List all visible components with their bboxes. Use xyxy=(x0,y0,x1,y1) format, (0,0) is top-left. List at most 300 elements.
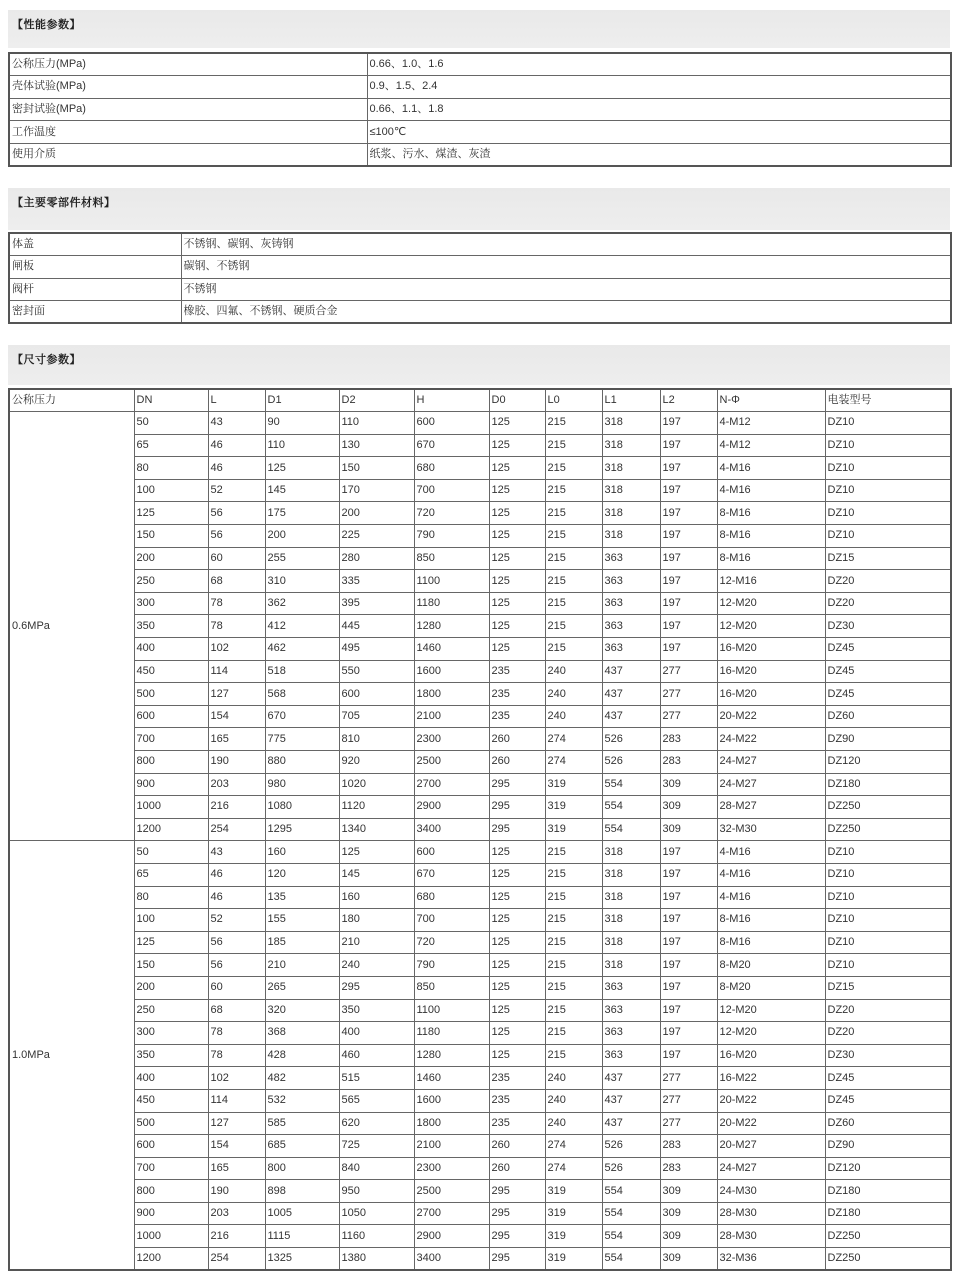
table-cell: 362 xyxy=(265,592,339,615)
table-cell: 2500 xyxy=(414,751,489,774)
table-cell: 318 xyxy=(602,502,660,525)
table-cell: 125 xyxy=(134,931,208,954)
table-row xyxy=(9,863,951,886)
table-cell: 260 xyxy=(489,1157,545,1180)
table-cell: 160 xyxy=(265,841,339,864)
table-cell: 190 xyxy=(208,1180,265,1203)
table-cell: 2300 xyxy=(414,728,489,751)
column-header: 公称压力 xyxy=(9,389,134,412)
table-cell: 670 xyxy=(414,434,489,457)
table-cell: 215 xyxy=(545,434,602,457)
table-cell: 1080 xyxy=(265,796,339,819)
table-cell: 114 xyxy=(208,1089,265,1112)
table-cell: 680 xyxy=(414,886,489,909)
table-cell: 412 xyxy=(265,615,339,638)
table-cell: 24-M27 xyxy=(717,1157,825,1180)
table-cell: 190 xyxy=(208,751,265,774)
table-cell: DZ20 xyxy=(825,999,951,1022)
table-cell: 216 xyxy=(208,796,265,819)
table-cell: 240 xyxy=(545,1112,602,1135)
table-cell: 120 xyxy=(265,863,339,886)
table-cell: 125 xyxy=(134,502,208,525)
table-cell: 565 xyxy=(339,1089,414,1112)
table-cell: 240 xyxy=(545,660,602,683)
table-cell: DZ180 xyxy=(825,1202,951,1225)
table-cell: 350 xyxy=(339,999,414,1022)
table-row xyxy=(9,434,951,457)
table-cell: 197 xyxy=(660,502,717,525)
table-cell: 175 xyxy=(265,502,339,525)
performance-row xyxy=(9,121,951,144)
table-cell: 775 xyxy=(265,728,339,751)
table-cell: 277 xyxy=(660,683,717,706)
table-cell: 277 xyxy=(660,1112,717,1135)
table-cell: 450 xyxy=(134,1089,208,1112)
table-cell: 363 xyxy=(602,976,660,999)
table-cell: 125 xyxy=(489,1044,545,1067)
table-cell: 1000 xyxy=(134,796,208,819)
table-cell: 102 xyxy=(208,638,265,661)
table-cell: 125 xyxy=(489,931,545,954)
table-cell: 554 xyxy=(602,818,660,841)
materials-value: 不锈钢、碳钢、灰铸钢 xyxy=(181,233,951,256)
table-cell: 43 xyxy=(208,412,265,435)
table-cell: 515 xyxy=(339,1067,414,1090)
table-cell: 28-M30 xyxy=(717,1225,825,1248)
table-cell: 130 xyxy=(339,434,414,457)
dimensions-table xyxy=(8,388,952,1271)
performance-label: 壳体试验(MPa) xyxy=(9,76,367,99)
pressure-group-label: 1.0MPa xyxy=(9,841,134,1270)
table-cell: 24-M27 xyxy=(717,773,825,796)
table-cell: 295 xyxy=(489,1248,545,1271)
table-cell: 197 xyxy=(660,434,717,457)
table-cell: 215 xyxy=(545,502,602,525)
table-cell: 50 xyxy=(134,412,208,435)
table-cell: DZ15 xyxy=(825,547,951,570)
table-cell: 309 xyxy=(660,796,717,819)
column-header: D1 xyxy=(265,389,339,412)
table-cell: 265 xyxy=(265,976,339,999)
table-cell: 125 xyxy=(489,976,545,999)
table-cell: 620 xyxy=(339,1112,414,1135)
table-cell: 215 xyxy=(545,592,602,615)
table-cell: 450 xyxy=(134,660,208,683)
table-cell: DZ45 xyxy=(825,1089,951,1112)
table-cell: DZ10 xyxy=(825,479,951,502)
table-cell: 1280 xyxy=(414,615,489,638)
table-cell: 197 xyxy=(660,841,717,864)
table-cell: 295 xyxy=(489,818,545,841)
table-cell: 319 xyxy=(545,1202,602,1225)
table-cell: 127 xyxy=(208,1112,265,1135)
table-cell: DZ10 xyxy=(825,931,951,954)
table-cell: 32-M36 xyxy=(717,1248,825,1271)
table-cell: 554 xyxy=(602,796,660,819)
table-cell: 400 xyxy=(134,1067,208,1090)
table-cell: 1200 xyxy=(134,818,208,841)
table-row xyxy=(9,818,951,841)
table-cell: 203 xyxy=(208,1202,265,1225)
table-cell: 12-M20 xyxy=(717,592,825,615)
table-cell: 145 xyxy=(339,863,414,886)
table-cell: 840 xyxy=(339,1157,414,1180)
column-header: D2 xyxy=(339,389,414,412)
table-cell: 154 xyxy=(208,1135,265,1158)
table-cell: 319 xyxy=(545,1180,602,1203)
table-cell: 283 xyxy=(660,751,717,774)
performance-value: 纸浆、污水、煤渣、灰渣 xyxy=(367,143,951,166)
table-cell: 363 xyxy=(602,570,660,593)
table-row xyxy=(9,547,951,570)
table-cell: 437 xyxy=(602,1112,660,1135)
table-cell: 363 xyxy=(602,1022,660,1045)
table-cell: 215 xyxy=(545,638,602,661)
table-cell: 215 xyxy=(545,479,602,502)
table-cell: 526 xyxy=(602,1135,660,1158)
table-cell: 1460 xyxy=(414,1067,489,1090)
table-cell: 197 xyxy=(660,999,717,1022)
table-cell: 482 xyxy=(265,1067,339,1090)
table-row xyxy=(9,728,951,751)
table-cell: 526 xyxy=(602,751,660,774)
table-cell: 335 xyxy=(339,570,414,593)
table-cell: 532 xyxy=(265,1089,339,1112)
table-cell: 235 xyxy=(489,660,545,683)
table-row xyxy=(9,954,951,977)
table-cell: 295 xyxy=(489,1180,545,1203)
table-cell: 125 xyxy=(489,615,545,638)
table-row xyxy=(9,931,951,954)
materials-table xyxy=(8,232,952,324)
table-row xyxy=(9,1022,951,1045)
table-cell: 215 xyxy=(545,841,602,864)
table-cell: 215 xyxy=(545,976,602,999)
table-cell: 52 xyxy=(208,479,265,502)
table-cell: 8-M16 xyxy=(717,909,825,932)
table-cell: 600 xyxy=(414,841,489,864)
table-cell: 2100 xyxy=(414,1135,489,1158)
table-cell: 68 xyxy=(208,999,265,1022)
table-cell: 46 xyxy=(208,457,265,480)
table-cell: 197 xyxy=(660,976,717,999)
table-cell: 100 xyxy=(134,909,208,932)
table-cell: 1100 xyxy=(414,570,489,593)
table-cell: 165 xyxy=(208,728,265,751)
table-cell: 215 xyxy=(545,570,602,593)
table-cell: 1180 xyxy=(414,592,489,615)
table-cell: 20-M22 xyxy=(717,705,825,728)
table-cell: 56 xyxy=(208,502,265,525)
table-cell: 65 xyxy=(134,863,208,886)
table-cell: 68 xyxy=(208,570,265,593)
table-cell: 495 xyxy=(339,638,414,661)
table-cell: 125 xyxy=(489,457,545,480)
table-cell: 125 xyxy=(489,502,545,525)
table-cell: 319 xyxy=(545,1248,602,1271)
table-cell: 363 xyxy=(602,638,660,661)
table-cell: DZ120 xyxy=(825,751,951,774)
table-cell: 52 xyxy=(208,909,265,932)
table-cell: 790 xyxy=(414,954,489,977)
table-cell: 78 xyxy=(208,615,265,638)
table-cell: 2700 xyxy=(414,1202,489,1225)
table-cell: 920 xyxy=(339,751,414,774)
table-cell: 309 xyxy=(660,1202,717,1225)
table-cell: 2500 xyxy=(414,1180,489,1203)
pressure-group-label: 0.6MPa xyxy=(9,412,134,841)
table-cell: DZ10 xyxy=(825,863,951,886)
table-cell: 125 xyxy=(489,412,545,435)
table-cell: 125 xyxy=(265,457,339,480)
table-cell: 368 xyxy=(265,1022,339,1045)
table-cell: 197 xyxy=(660,479,717,502)
performance-label: 公称压力(MPa) xyxy=(9,53,367,76)
dimensions-section-header xyxy=(8,345,950,385)
table-cell: 170 xyxy=(339,479,414,502)
table-cell: DZ250 xyxy=(825,796,951,819)
table-cell: 125 xyxy=(489,909,545,932)
table-cell: 300 xyxy=(134,592,208,615)
materials-label: 阀杆 xyxy=(9,278,181,301)
table-cell: 720 xyxy=(414,502,489,525)
table-cell: 200 xyxy=(134,547,208,570)
table-row xyxy=(9,412,951,435)
table-row xyxy=(9,683,951,706)
table-cell: DZ45 xyxy=(825,660,951,683)
table-cell: 445 xyxy=(339,615,414,638)
table-cell: 24-M22 xyxy=(717,728,825,751)
table-row xyxy=(9,999,951,1022)
table-cell: 125 xyxy=(489,841,545,864)
table-cell: 274 xyxy=(545,1135,602,1158)
table-cell: DZ15 xyxy=(825,976,951,999)
table-cell: 197 xyxy=(660,954,717,977)
table-cell: 240 xyxy=(545,705,602,728)
performance-row xyxy=(9,98,951,121)
table-cell: 1295 xyxy=(265,818,339,841)
table-row xyxy=(9,638,951,661)
table-cell: 295 xyxy=(339,976,414,999)
table-cell: 400 xyxy=(339,1022,414,1045)
table-cell: 235 xyxy=(489,1089,545,1112)
table-cell: 215 xyxy=(545,457,602,480)
table-cell: 363 xyxy=(602,547,660,570)
table-cell: DZ60 xyxy=(825,1112,951,1135)
table-cell: 185 xyxy=(265,931,339,954)
table-cell: 318 xyxy=(602,479,660,502)
materials-label: 闸板 xyxy=(9,256,181,279)
table-cell: 20-M22 xyxy=(717,1089,825,1112)
table-cell: 56 xyxy=(208,525,265,548)
table-cell: 1280 xyxy=(414,1044,489,1067)
table-cell: 898 xyxy=(265,1180,339,1203)
table-cell: 460 xyxy=(339,1044,414,1067)
table-cell: 295 xyxy=(489,1225,545,1248)
table-cell: DZ10 xyxy=(825,954,951,977)
table-row xyxy=(9,909,951,932)
table-cell: 197 xyxy=(660,886,717,909)
materials-section-title: 【主要零部件材料】 xyxy=(12,197,116,209)
table-row xyxy=(9,1202,951,1225)
table-cell: 1800 xyxy=(414,1112,489,1135)
performance-label: 工作温度 xyxy=(9,121,367,144)
column-header: N-Φ xyxy=(717,389,825,412)
table-cell: 700 xyxy=(414,479,489,502)
table-cell: 700 xyxy=(134,1157,208,1180)
table-cell: DZ10 xyxy=(825,412,951,435)
table-cell: DZ60 xyxy=(825,705,951,728)
table-cell: 50 xyxy=(134,841,208,864)
table-cell: 685 xyxy=(265,1135,339,1158)
performance-row xyxy=(9,143,951,166)
table-row xyxy=(9,479,951,502)
table-cell: 274 xyxy=(545,751,602,774)
table-cell: 274 xyxy=(545,1157,602,1180)
table-cell: DZ30 xyxy=(825,615,951,638)
table-cell: 8-M16 xyxy=(717,502,825,525)
table-cell: 125 xyxy=(489,886,545,909)
table-cell: 125 xyxy=(489,999,545,1022)
table-cell: 165 xyxy=(208,1157,265,1180)
table-cell: 100 xyxy=(134,479,208,502)
table-cell: 880 xyxy=(265,751,339,774)
table-cell: 110 xyxy=(339,412,414,435)
performance-table xyxy=(8,52,952,167)
table-cell: 318 xyxy=(602,841,660,864)
table-row xyxy=(9,705,951,728)
table-cell: 518 xyxy=(265,660,339,683)
performance-value: 0.66、1.1、1.8 xyxy=(367,98,951,121)
table-cell: 215 xyxy=(545,909,602,932)
table-row xyxy=(9,592,951,615)
table-row xyxy=(9,615,951,638)
table-cell: 255 xyxy=(265,547,339,570)
table-cell: 554 xyxy=(602,1180,660,1203)
materials-label: 体盖 xyxy=(9,233,181,256)
table-cell: 8-M16 xyxy=(717,547,825,570)
table-cell: 28-M30 xyxy=(717,1202,825,1225)
table-cell: 705 xyxy=(339,705,414,728)
table-row xyxy=(9,457,951,480)
table-cell: 725 xyxy=(339,1135,414,1158)
table-cell: 32-M30 xyxy=(717,818,825,841)
table-cell: 1100 xyxy=(414,999,489,1022)
table-cell: 78 xyxy=(208,1022,265,1045)
table-cell: 43 xyxy=(208,841,265,864)
table-cell: DZ180 xyxy=(825,773,951,796)
table-cell: 125 xyxy=(489,1022,545,1045)
materials-value: 不锈钢 xyxy=(181,278,951,301)
table-cell: 56 xyxy=(208,931,265,954)
table-cell: 240 xyxy=(545,683,602,706)
table-cell: 554 xyxy=(602,1202,660,1225)
table-cell: 215 xyxy=(545,412,602,435)
table-cell: 235 xyxy=(489,683,545,706)
table-cell: 318 xyxy=(602,954,660,977)
table-cell: 260 xyxy=(489,728,545,751)
table-cell: 309 xyxy=(660,1248,717,1271)
table-cell: 1380 xyxy=(339,1248,414,1271)
column-header: L1 xyxy=(602,389,660,412)
table-cell: 200 xyxy=(134,976,208,999)
table-cell: DZ30 xyxy=(825,1044,951,1067)
table-cell: 318 xyxy=(602,886,660,909)
table-cell: 318 xyxy=(602,863,660,886)
table-cell: 4-M12 xyxy=(717,434,825,457)
materials-value: 橡胶、四氟、不锈钢、硬质合金 xyxy=(181,301,951,324)
table-cell: DZ20 xyxy=(825,570,951,593)
table-row xyxy=(9,1044,951,1067)
table-cell: 215 xyxy=(545,525,602,548)
table-cell: 700 xyxy=(134,728,208,751)
table-cell: 135 xyxy=(265,886,339,909)
table-cell: 254 xyxy=(208,1248,265,1271)
table-cell: 78 xyxy=(208,1044,265,1067)
table-cell: 56 xyxy=(208,954,265,977)
table-cell: DZ20 xyxy=(825,592,951,615)
table-cell: 125 xyxy=(489,954,545,977)
materials-row xyxy=(9,301,951,324)
table-cell: 240 xyxy=(339,954,414,977)
table-row xyxy=(9,502,951,525)
table-cell: 1340 xyxy=(339,818,414,841)
table-cell: 800 xyxy=(265,1157,339,1180)
table-cell: 600 xyxy=(134,1135,208,1158)
table-cell: 12-M20 xyxy=(717,999,825,1022)
performance-section-header xyxy=(8,10,950,48)
table-cell: 216 xyxy=(208,1225,265,1248)
table-cell: DZ10 xyxy=(825,841,951,864)
table-cell: 790 xyxy=(414,525,489,548)
table-cell: 274 xyxy=(545,728,602,751)
table-cell: 568 xyxy=(265,683,339,706)
table-cell: 1050 xyxy=(339,1202,414,1225)
table-cell: 260 xyxy=(489,1135,545,1158)
performance-value: 0.66、1.0、1.6 xyxy=(367,53,951,76)
table-cell: 2700 xyxy=(414,773,489,796)
table-cell: 215 xyxy=(545,1022,602,1045)
table-row xyxy=(9,570,951,593)
table-cell: 309 xyxy=(660,1225,717,1248)
table-cell: 2900 xyxy=(414,796,489,819)
table-cell: 197 xyxy=(660,1022,717,1045)
table-cell: 197 xyxy=(660,570,717,593)
table-cell: 1180 xyxy=(414,1022,489,1045)
table-cell: 200 xyxy=(339,502,414,525)
table-cell: 102 xyxy=(208,1067,265,1090)
table-row xyxy=(9,1135,951,1158)
table-cell: 125 xyxy=(489,434,545,457)
table-cell: 125 xyxy=(489,525,545,548)
table-cell: 680 xyxy=(414,457,489,480)
materials-row xyxy=(9,278,951,301)
table-cell: 300 xyxy=(134,1022,208,1045)
table-cell: 800 xyxy=(134,1180,208,1203)
table-cell: 197 xyxy=(660,412,717,435)
table-cell: 428 xyxy=(265,1044,339,1067)
table-cell: 280 xyxy=(339,547,414,570)
table-cell: 526 xyxy=(602,728,660,751)
table-cell: 550 xyxy=(339,660,414,683)
table-cell: 600 xyxy=(339,683,414,706)
table-cell: 16-M20 xyxy=(717,660,825,683)
table-cell: 320 xyxy=(265,999,339,1022)
table-cell: 600 xyxy=(414,412,489,435)
table-cell: 20-M27 xyxy=(717,1135,825,1158)
table-cell: DZ10 xyxy=(825,909,951,932)
table-cell: 160 xyxy=(339,886,414,909)
